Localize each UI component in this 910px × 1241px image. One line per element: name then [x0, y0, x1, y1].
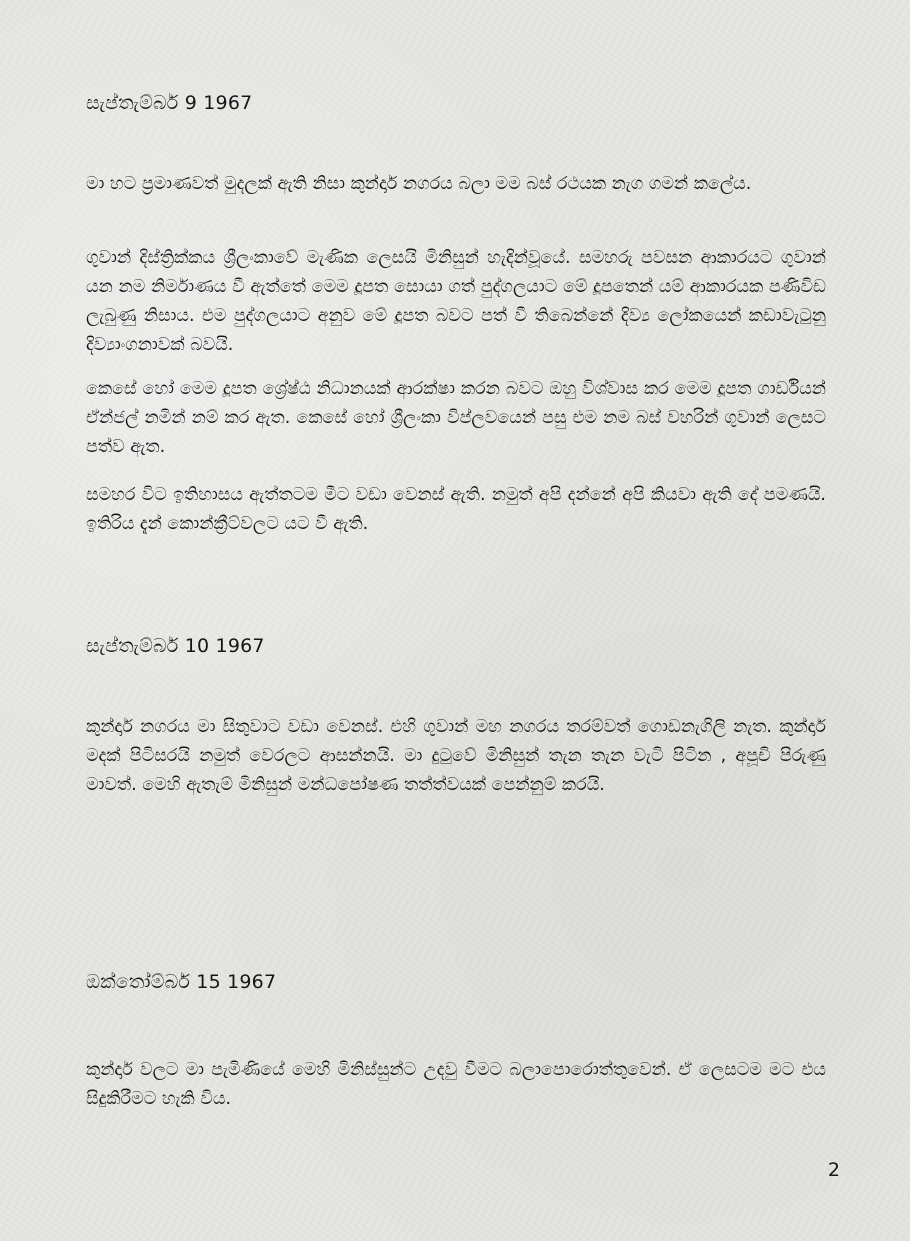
entry-date-heading: සැප්තැම්බර් 9 1967	[86, 92, 253, 114]
entry-paragraph: කෙසේ හෝ මෙම දූපත ශ්‍රේෂ්ඨ නිධානයක් ආරක්ෂා කරන බවට ඔහු විශ්වාස කර මෙම දූපත ගාර්ඩියන් ඒන්ජල් නමින් නම් කර ඇත. කෙසේ හෝ ශ්‍රීලංකා විප්ලවයෙන් පසු එම නම බස් වහරින් ගුවාන් ලෙසට පත්ව ඇත.	[86, 379, 826, 457]
entry-paragraph: මා හට ප්‍රමාණවත් මුදලක් ඇති නිසා කුන්දාර් නගරය බලා මම බස් රථයක නැග ගමන් කලේය.	[86, 174, 752, 194]
entry-paragraph: සමහර විට ඉතිහාසය ඇත්තටම මීට වඩා වෙනස් ඇති. නමුත් අපි දන්නේ අපි කියවා ඇති දේ පමණයි. ඉතිරිය දැන් කොන්ක්‍රීට්වලට යට වී ඇති.	[86, 485, 826, 534]
page-number: 2	[827, 1159, 840, 1181]
entry-paragraph: කුන්දාර් වලට මා පැමිණියේ මෙහි මිනිස්සුන්ට උදවු වීමට බලාපොරොත්තුවෙන්. ඒ ලෙසටම මට එය සිදුකිරීමට හැකි විය.	[86, 1060, 826, 1109]
entry-paragraph: කුන්දාර් නගරය මා සිතුවාට වඩා වෙනස්. එහි ගුවාන් මහ නගරය තරම්වත් ගොඩනැගිලි නැත. කුන්දාර් මදක් පිටිසරයි නමුත් වෙරලට ආසන්නයි. මා දුටුවේ මිනිසුන් තැන තැන වැටි පිටින , අපූචි පිරුණු මාවත්. මෙහි ඇතැම් මිනිසුන් මන්ධපෝෂණ තත්ත්වයක් පෙන්නුම් කරයි.	[86, 717, 826, 795]
entry-paragraph: ගුවාන් දිස්ත්‍රික්කය ශ්‍රීලංකාවේ මැණික ලෙසයි මිනිසුන් හැදින්වූයේ. සමහරු පවසන ආකාරයට ගුවාන් යන නම නිර්මාණය වී ඇත්තේ මෙම දූපත සොයා ගත් පුද්ගලයාට මේ දූපතෙන් යම් ආකාරයක පණිවිඩ ලැබුණු නිසාය. එම පුද්ගලයාට අනුව මේ දූපත බවට පත් වී තිබෙන්නේ දිව්‍ය ලෝකයෙන් කඩාවැටුනු දිව්‍යාංගනාවක් බවයි.	[86, 248, 826, 355]
entry-date-heading: සැප්තැම්බර් 10 1967	[86, 635, 265, 657]
entry-date-heading: ඔක්තෝම්බර් 15 1967	[86, 971, 277, 993]
